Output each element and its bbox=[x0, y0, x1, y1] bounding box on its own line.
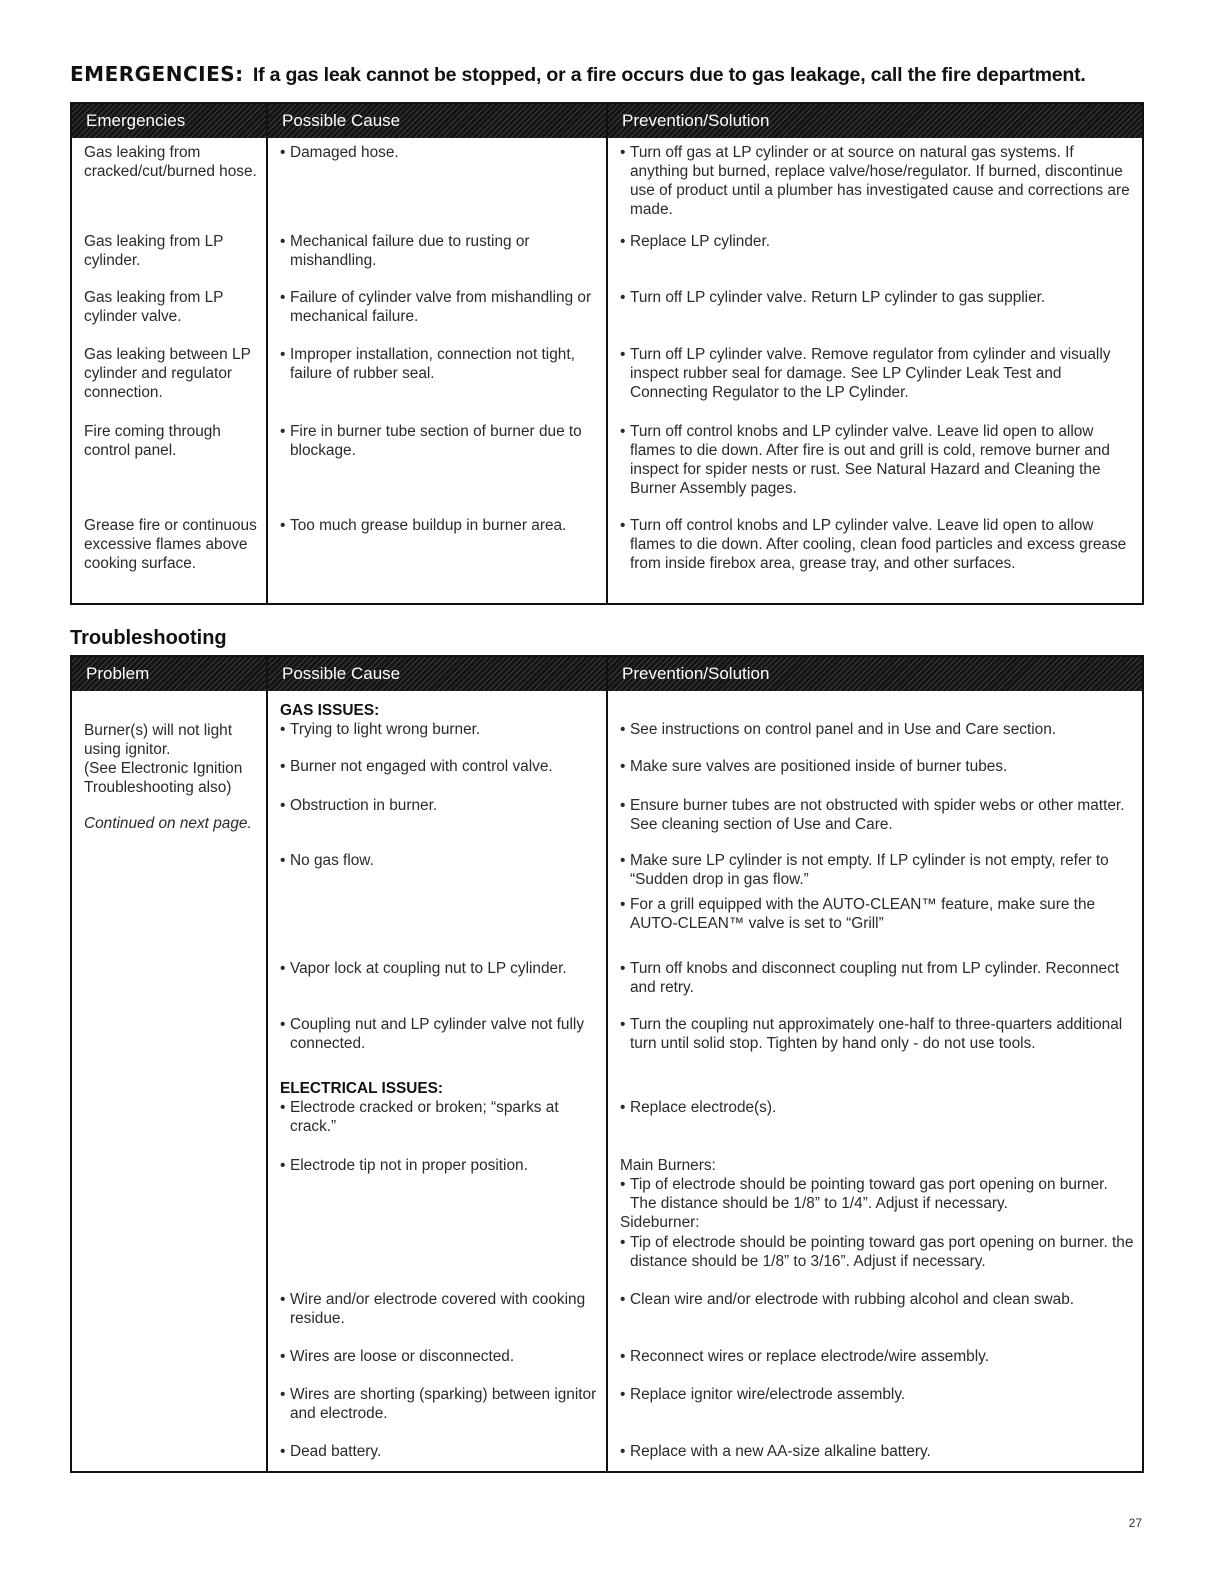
sideburner-label: Sideburner: bbox=[620, 1214, 700, 1232]
solution-text: • For a grill equipped with the AUTO-CLEAN™ feature, make sure the AUTO-CLEAN™ valve is set to “Grill” bbox=[620, 895, 1134, 933]
problem-cell bbox=[71, 691, 267, 1472]
cause-text: • Vapor lock at coupling nut to LP cylinder. bbox=[280, 959, 598, 978]
solution-text: • Clean wire and/or electrode with rubbing alcohol and clean swab. bbox=[620, 1290, 1134, 1309]
main-burners-label: Main Burners: bbox=[620, 1157, 716, 1175]
column-header-possible-cause: Possible Cause bbox=[267, 656, 607, 691]
cause-text: • Trying to light wrong burner. bbox=[280, 720, 598, 739]
emergency-cell: Gas leaking between LP cylinder and regulator connection. bbox=[71, 345, 267, 422]
problem-text: Burner(s) will not light using ignitor. bbox=[84, 722, 232, 759]
cause-text: • Improper installation, connection not tight, failure of rubber seal. bbox=[280, 345, 598, 383]
column-header-possible-cause: Possible Cause bbox=[267, 103, 607, 138]
cause-text: • Wire and/or electrode covered with cooking residue. bbox=[280, 1290, 598, 1328]
table-row bbox=[71, 138, 1143, 232]
emergencies-headline bbox=[70, 62, 1142, 87]
table-row bbox=[71, 691, 1143, 720]
solution-text: • Turn off LP cylinder valve. Remove regulator from cylinder and visually inspect rubber seal for damage. See LP Cylinder Leak Test and Connecting Regulator to the LP Cylinder. bbox=[620, 345, 1134, 402]
cause-text: • Fire in burner tube section of burner due to blockage. bbox=[280, 422, 598, 460]
column-header-prevention-solution: Prevention/Solution bbox=[607, 656, 1143, 691]
table-row bbox=[71, 288, 1143, 345]
cause-text: • Electrode tip not in proper position. bbox=[280, 1156, 598, 1175]
emergency-cell: Gas leaking from cracked/cut/burned hose. bbox=[71, 138, 267, 232]
cause-text: • Failure of cylinder valve from mishandling or mechanical failure. bbox=[280, 288, 598, 326]
cause-text: • Damaged hose. bbox=[280, 143, 598, 162]
solution-text: • Turn off knobs and disconnect coupling nut from LP cylinder. Reconnect and retry. bbox=[620, 959, 1134, 997]
cause-text: • Coupling nut and LP cylinder valve not fully connected. bbox=[280, 1015, 598, 1053]
page-number: 27 bbox=[1128, 1516, 1142, 1530]
solution-text: • Replace with a new AA-size alkaline battery. bbox=[620, 1442, 1134, 1461]
emergency-cell: Gas leaking from LP cylinder valve. bbox=[71, 288, 267, 345]
solution-text: • Tip of electrode should be pointing toward gas port opening on burner. The distance should be 1/8” to 1/4”. Adjust if necessary. bbox=[620, 1175, 1134, 1213]
solution-text: • Turn off LP cylinder valve. Return LP cylinder to gas supplier. bbox=[620, 288, 1134, 307]
table-row bbox=[71, 516, 1143, 604]
cause-text: • Wires are shorting (sparking) between ignitor and electrode. bbox=[280, 1385, 598, 1423]
cause-text: • No gas flow. bbox=[280, 851, 598, 870]
solution-text: • Ensure burner tubes are not obstructed with spider webs or other matter. See cleaning section of Use and Care. bbox=[620, 796, 1134, 834]
continued-note: Continued on next page. bbox=[84, 815, 252, 833]
column-header-problem: Problem bbox=[71, 656, 267, 691]
troubleshooting-title: Troubleshooting bbox=[70, 627, 227, 649]
solution-text: • Turn off control knobs and LP cylinder valve. Leave lid open to allow flames to die down. After fire is out and grill is cold, remove burner and inspect for spider nests or rust. See Natural Hazard and Cleaning the Burner Assembly pages. bbox=[620, 422, 1134, 498]
solution-text: • Reconnect wires or replace electrode/wire assembly. bbox=[620, 1347, 1134, 1366]
gas-issues-heading: GAS ISSUES: bbox=[280, 702, 380, 719]
emergency-cell: Grease fire or continuous excessive flames above cooking surface. bbox=[71, 516, 267, 604]
solution-text: • Replace LP cylinder. bbox=[620, 232, 1134, 251]
electrical-issues-heading: ELECTRICAL ISSUES: bbox=[280, 1080, 444, 1098]
solution-text: • See instructions on control panel and in Use and Care section. bbox=[620, 720, 1134, 739]
column-header-emergencies: Emergencies bbox=[71, 103, 267, 138]
solution-text: • Turn off control knobs and LP cylinder valve. Leave lid open to allow flames to die down. After cooling, clean food particles and excess grease from inside firebox area, grease tray, and other surfaces. bbox=[620, 516, 1134, 573]
emergencies-label: EMERGENCIES: bbox=[70, 62, 244, 86]
solution-text: • Make sure valves are positioned inside of burner tubes. bbox=[620, 757, 1134, 776]
cause-text: • Wires are loose or disconnected. bbox=[280, 1347, 598, 1366]
troubleshooting-table bbox=[70, 655, 1144, 1473]
cause-text: • Mechanical failure due to rusting or mishandling. bbox=[280, 232, 598, 270]
solution-text: • Replace electrode(s). bbox=[620, 1098, 1134, 1117]
cause-text: • Burner not engaged with control valve. bbox=[280, 757, 598, 776]
solution-text: • Make sure LP cylinder is not empty. If LP cylinder is not empty, refer to “Sudden drop in gas flow.” bbox=[620, 851, 1134, 889]
emergency-cell: Gas leaking from LP cylinder. bbox=[71, 232, 267, 288]
emergencies-table bbox=[70, 102, 1144, 605]
problem-note: (See Electronic Ignition Troubleshooting also) bbox=[84, 760, 243, 797]
solution-text: • Tip of electrode should be pointing toward gas port opening on burner. the distance should be 1/8” to 3/16”. Adjust if necessary. bbox=[620, 1233, 1134, 1271]
table-row bbox=[71, 345, 1143, 422]
cause-text: • Too much grease buildup in burner area. bbox=[280, 516, 598, 535]
emergency-cell: Fire coming through control panel. bbox=[71, 422, 267, 516]
column-header-prevention-solution: Prevention/Solution bbox=[607, 103, 1143, 138]
cause-text: • Dead battery. bbox=[280, 1442, 598, 1461]
table-row bbox=[71, 422, 1143, 516]
solution-text: • Replace ignitor wire/electrode assembly. bbox=[620, 1385, 1134, 1404]
table-row bbox=[71, 232, 1143, 288]
cause-text: • Obstruction in burner. bbox=[280, 796, 598, 815]
solution-text: • Turn the coupling nut approximately one-half to three-quarters additional turn until solid stop. Tighten by hand only - do not use tools. bbox=[620, 1015, 1134, 1053]
cause-text: • Electrode cracked or broken; “sparks at crack.” bbox=[280, 1098, 598, 1136]
solution-text: • Turn off gas at LP cylinder or at source on natural gas systems. If anything but burned, replace valve/hose/regulator. If burned, discontinue use of product until a plumber has investigated cause and corrections are made. bbox=[620, 143, 1134, 219]
manual-page bbox=[70, 62, 1142, 1473]
emergencies-warning: If a gas leak cannot be stopped, or a fire occurs due to gas leakage, call the fire department. bbox=[252, 64, 1086, 86]
